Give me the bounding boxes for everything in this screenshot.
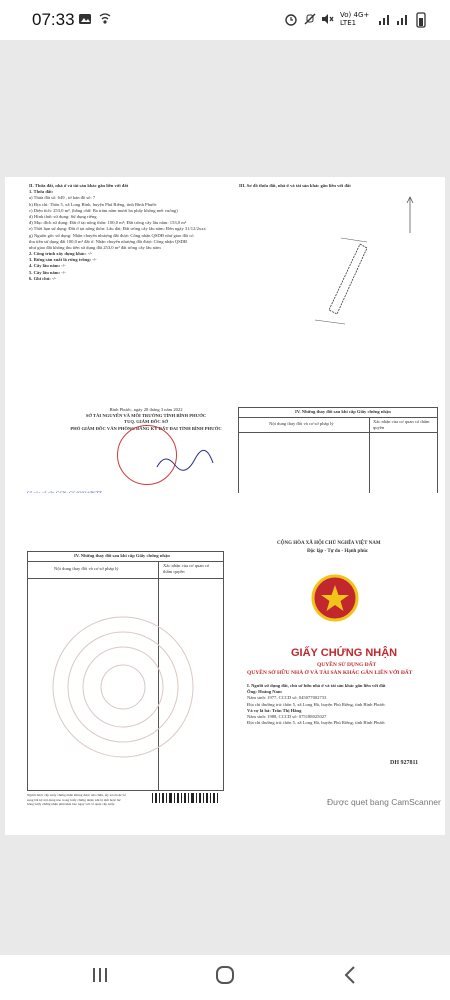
text-line: như giao đất không thu tiền sử dụng đất 253,0 m² đất trồng cây lâu năm bbox=[29, 244, 161, 250]
back-icon[interactable] bbox=[340, 964, 360, 986]
owner1-detail: Năm sinh: 1977, CCCD số: 045077002733 bbox=[247, 695, 327, 701]
alarm-icon bbox=[303, 12, 317, 26]
page1-changes-table bbox=[238, 407, 438, 505]
text-line: e) Thời hạn sử dụng: Đất ở tại nông thôn: Lâu dài; Đất trồng cây lâu năm: Đến ngày 31/12/2xxx bbox=[29, 226, 206, 232]
nation-motto: Độc lập - Tự do - Hạnh phúc bbox=[307, 549, 369, 554]
agency-sub: TUQ. GIÁM ĐỐC SỞ bbox=[124, 419, 168, 425]
page2-changes-table bbox=[27, 551, 224, 791]
battery-icon bbox=[414, 12, 428, 28]
owner1-address: Địa chỉ thường trú: thôn 5, xã Long Hà, huyện Phú Riềng, tỉnh Bình Phước bbox=[247, 701, 386, 707]
text-line: 6. Ghi chú: -/- bbox=[29, 275, 57, 281]
page1-right-header: III. Sơ đồ thửa đất, nhà ở và tài sản khác gắn liền với đất bbox=[239, 183, 351, 188]
network-label: Vo) 4G+ LTE1 bbox=[340, 11, 370, 27]
table-title: IV. Những thay đổi sau khi cấp Giấy chứng nhận bbox=[74, 553, 170, 558]
mute-icon bbox=[320, 12, 334, 26]
certificate-cover bbox=[235, 533, 435, 813]
table-header-col2: Xác nhận của cơ quan có thẩm quyền bbox=[373, 419, 430, 431]
signal-icon bbox=[396, 12, 410, 26]
date-line: Bình Phước, ngày 28 tháng 3 năm 2022 bbox=[109, 407, 183, 412]
owner2-address: Địa chỉ thường trú: thôn 5, xã Long Hà, huyện Phú Riềng, tỉnh Bình Phước bbox=[247, 720, 386, 726]
page1-left-header: II. Thửa đất, nhà ở và tài sản khác gắn liền với đất bbox=[29, 183, 129, 188]
recent-apps-icon[interactable] bbox=[90, 965, 110, 985]
guilloche-watermark bbox=[48, 612, 198, 762]
text-line: thu tiền sử dụng đất 100,0 m² đất ở. Nhận chuyển nhượng đất được Công nhận QSDĐ bbox=[29, 238, 188, 244]
text-line: 5. Cây lâu năm: -/- bbox=[29, 269, 66, 275]
alarm-icon bbox=[284, 12, 298, 26]
signal-icon bbox=[378, 12, 392, 26]
page1-left-content bbox=[29, 183, 206, 282]
scan-page-2 bbox=[5, 493, 445, 835]
table-title: IV. Những thay đổi sau khi cấp Giấy chứng nhận bbox=[295, 409, 391, 414]
table-header-col1: Nội dung thay đổi và cơ sở pháp lý bbox=[54, 566, 119, 571]
serial-number: DH 927811 bbox=[390, 760, 419, 766]
owner2-detail: Năm sinh: 1988, CCCD số: 075188025027 bbox=[247, 713, 327, 719]
agency-sub2: PHÓ GIÁM ĐỐC VĂN PHÒNG ĐĂNG KÝ ĐẤT ĐAI TỈNH BÌNH PHƯỚC bbox=[70, 425, 222, 431]
agency-name: SỞ TÀI NGUYÊN VÀ MÔI TRƯỜNG TỈNH BÌNH PHƯỚC bbox=[85, 413, 207, 419]
handwritten-signature bbox=[155, 447, 215, 477]
text-line: d) Hình thức sử dụng: Sử dụng riêng bbox=[29, 213, 97, 219]
text-line: g) Nguồn gốc sử dụng: Nhận chuyển nhượng đất được Công nhận QSDĐ như giao đất có bbox=[29, 232, 194, 238]
image-icon bbox=[78, 12, 92, 26]
certificate-title: GIẤY CHỨNG NHẬN bbox=[291, 647, 398, 659]
national-emblem-icon bbox=[310, 573, 360, 623]
text-line: 1. Thửa đất: bbox=[29, 189, 54, 195]
footnote: Người được cấp Giấy chứng nhận không được sửa chữa, tẩy xóa hoặc bổ sung bất kỳ nội dung nào trong Giấy chứng nhận; khi bị mất hoặc hư hỏng Giấy chứng nhận phải khai báo ngay với cơ quan cấp Giấy. bbox=[27, 793, 127, 807]
status-time: 07:33 bbox=[32, 10, 75, 29]
scan-page-1 bbox=[5, 177, 445, 507]
image-viewer[interactable] bbox=[0, 40, 450, 955]
certificate-subtitle: QUYỀN SỬ DỤNG ĐẤT bbox=[317, 662, 377, 668]
land-plot-diagram bbox=[305, 232, 385, 342]
text-line: 3. Rừng sản xuất là rừng trồng: -/- bbox=[29, 257, 97, 263]
text-line: đ) Mục đích sử dụng: Đất ở tại nông thôn: 100,0 m²; Đất trồng cây lâu năm: 153,0 m² bbox=[29, 220, 187, 226]
owner-info bbox=[247, 683, 386, 726]
text-line: c) Diện tích: 253,0 m², (bằng chữ: Ba trăm năm mươi ba phẩy không mét vuông) bbox=[29, 207, 178, 213]
certificate-subtitle2: QUYỀN SỞ HỮU NHÀ Ở VÀ TÀI SẢN KHÁC GẮN LIỀN VỚI ĐẤT bbox=[247, 670, 413, 676]
home-icon[interactable] bbox=[214, 964, 236, 986]
text-line: 2. Công trình xây dựng khác: -/- bbox=[29, 251, 93, 257]
camscanner-watermark: Được quet bang CamScanner bbox=[327, 797, 441, 807]
text-line: a) Thửa đất số: 649 , tờ bản đồ số: 7 bbox=[29, 195, 96, 201]
text-line: b) Địa chỉ: Thôn 5, xã Long Bình, huyện Phú Riềng, tỉnh Bình Phước bbox=[29, 201, 157, 207]
owner2-name: Và vợ là bà: Trần Thị Hằng bbox=[247, 707, 302, 713]
barcode bbox=[150, 793, 220, 809]
table-header-col1: Nội dung thay đổi và cơ sở pháp lý bbox=[269, 421, 334, 426]
status-bar bbox=[0, 0, 450, 40]
owner1-name: Ông: Hoàng Nam bbox=[247, 689, 282, 695]
north-arrow-icon bbox=[405, 195, 415, 235]
navigation-bar bbox=[0, 955, 450, 1000]
nation-title: CỘNG HÒA XÃ HỘI CHỦ NGHĨA VIỆT NAM bbox=[277, 541, 381, 546]
table-header-col2: Xác nhận của cơ quan có thẩm quyền bbox=[163, 563, 210, 575]
owner-section-title: I. Người sử dụng đất, chủ sở hữu nhà ở và tài sản khác gắn liền với đất bbox=[247, 683, 386, 688]
wifi-calling-icon bbox=[98, 12, 112, 26]
text-line: 4. Cây lâu năm: -/- bbox=[29, 263, 66, 269]
